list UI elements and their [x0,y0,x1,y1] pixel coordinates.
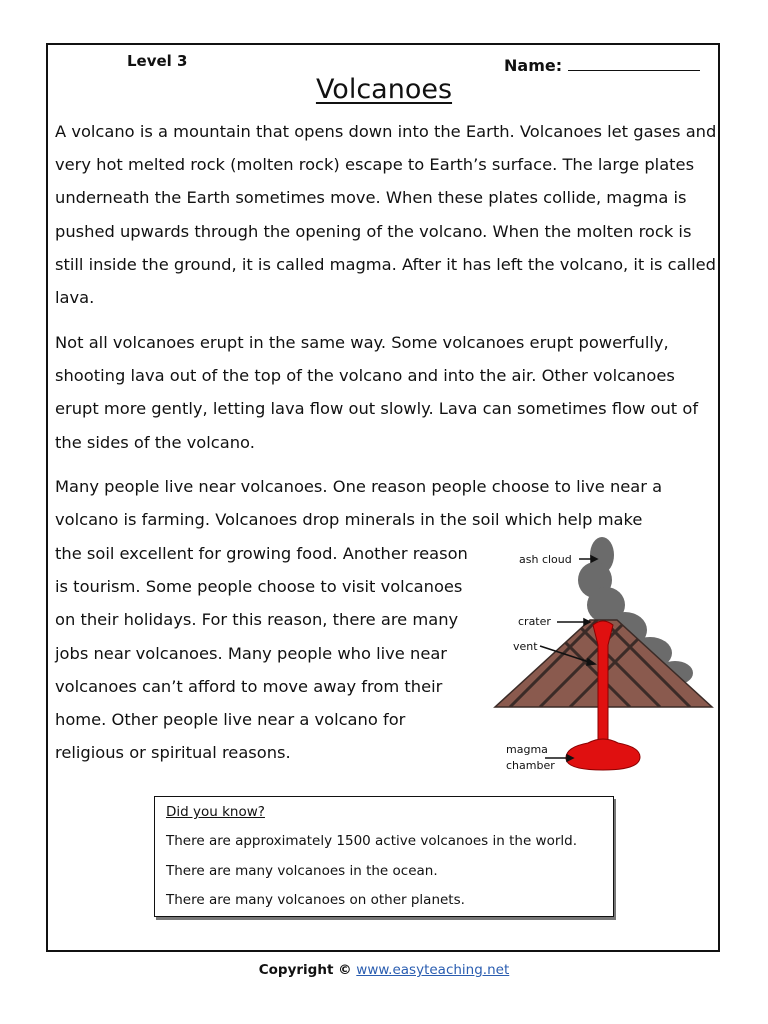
vent-label: vent [513,640,538,653]
did-you-know-box [154,796,614,917]
fact-item: There are many volcanoes in the ocean. [166,863,438,879]
website-link[interactable]: www.easyteaching.net [356,962,510,978]
paragraph-1: A volcano is a mountain that opens down into the Earth. Volcanoes let gases and very hot melted rock (molten rock) escape to Earth’s surface. The large plates underneath the Earth sometimes move. When these plates collide, magma is pushed upwards through the opening of the volcano. When the molten rock is still inside the ground, it is called magma. After it has left the volcano, it is called lava. [55,122,717,308]
page-title: Volcanoes [315,74,453,105]
magma-label: magma [506,743,548,756]
paragraph-2: Not all volcanoes erupt in the same way. Some volcanoes erupt powerfully, shooting lava out of the top of the volcano and into the air. Other volcanoes erupt more gently, letting lava flow out slowly. Lava can sometimes flow out of the sides of the volcano. [55,333,699,452]
footer [0,962,768,978]
name-label: Name: [504,56,563,75]
fact-item: There are approximately 1500 active volcanoes in the world. [166,833,578,849]
level-label: Level 3 [127,52,188,70]
copyright-text: Copyright © [258,962,352,978]
fact-item: There are many volcanoes on other planets. [166,892,465,908]
did-you-know-title: Did you know? [166,804,265,820]
name-field [504,56,700,75]
paragraph-3-bottom: the soil excellent for growing food. Another reason is tourism. Some people choose to visit volcanoes on their holidays. For this reason, there are many jobs near volcanoes. Many people who live near volcanoes can’t afford to move away from their home. Other people live near a volcano for religious or spiritual reasons. [55,544,468,763]
chamber-label: chamber [506,759,555,772]
name-blank-line[interactable] [568,56,700,71]
crater-label: crater [518,615,551,628]
volcano-diagram [490,525,720,780]
paragraph-3-top: Many people live near volcanoes. One reason people choose to live near a volcano is farming. Volcanoes drop minerals in the soil which help make [55,477,663,530]
ash-cloud-label: ash cloud [519,553,572,566]
